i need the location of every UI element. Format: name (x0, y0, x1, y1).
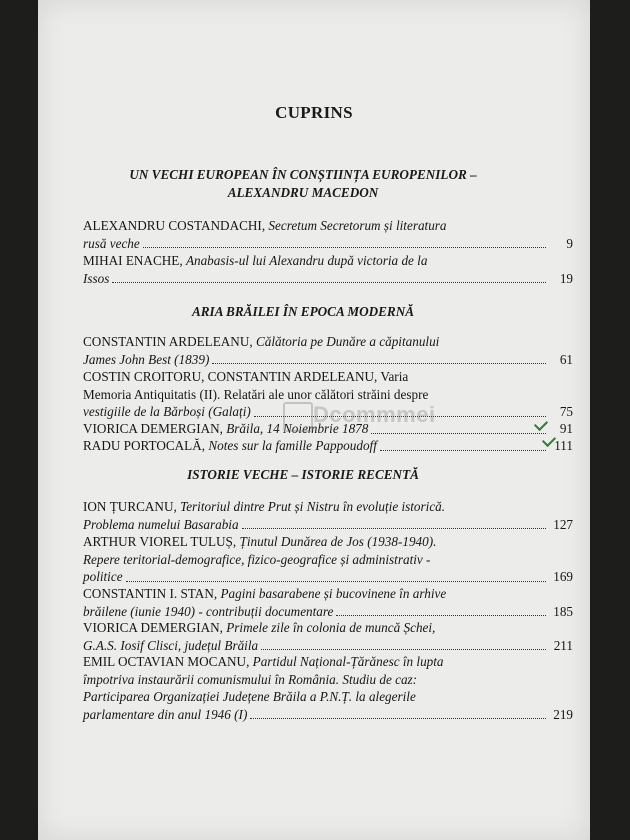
entry-title: Călătoria pe Dunăre a căpitanului (255, 334, 440, 349)
entry-author: RADU PORTOCALĂ (83, 438, 202, 453)
entry-title: Secretum Secretorum și literatura (268, 218, 447, 233)
entry-title-cont: Issos (83, 270, 110, 286)
entry-title-cont: vestigiile de la Bărboși (Galați) (83, 404, 251, 419)
entry-author: COSTIN CROITORU, CONSTANTIN ARDELEANU (83, 369, 375, 384)
page-number: 169 (553, 569, 573, 584)
toc-entry: CONSTANTIN ARDELEANU, Călătoria pe Dunăre a căpitanului James John Best (1839) 61 (83, 334, 573, 367)
entry-author: EMIL OCTAVIAN MOCANU (83, 654, 247, 669)
toc-entry: RADU PORTOCALĂ, Notes sur la famille Pappoudoff 111 (83, 438, 573, 453)
entry-author: MIHAI ENACHE (83, 253, 180, 268)
page-number: 111 (554, 438, 573, 453)
leader-dots (336, 615, 546, 616)
page-number: 91 (559, 421, 573, 436)
page-title: CUPRINS (275, 103, 353, 122)
entry-title-cont: James John Best (1839) (83, 351, 210, 367)
toc-entry: EMIL OCTAVIAN MOCANU, Partidul Național-Țărănesc în lupta împotriva instaurării comunismului în România. Studiu de caz: Participarea Organizației Județene Brăila a P.N.Ț. la alegerile parlamentare din anul 1946 (I) 219 (83, 654, 573, 722)
toc-entry: VIORICA DEMERGIAN, Brăila, 14 Noiembrie 1878 91 (83, 421, 573, 436)
entry-title-cont: G.A.S. Iosif Clisci, județul Brăila (83, 637, 259, 653)
section-heading: ISTORIE VECHE – ISTORIE RECENTĂ (187, 467, 419, 482)
page-number: 185 (553, 603, 573, 619)
leader-dots (250, 718, 546, 719)
leader-dots (242, 528, 546, 529)
entry-author: ALEXANDRU COSTANDACHI (83, 218, 262, 233)
leader-dots (254, 416, 546, 417)
entry-title-cont: politice (83, 569, 123, 584)
page-number: 9 (566, 235, 573, 251)
leader-dots (143, 247, 546, 248)
entry-title-cont: Memoria Antiquitatis (II). Relatări ale unor călători străini despre (83, 386, 429, 402)
page-number: 75 (559, 404, 573, 419)
page-number: 61 (559, 351, 573, 367)
page-number: 127 (553, 516, 573, 532)
entry-author: VIORICA DEMERGIAN (83, 620, 220, 635)
toc-entry: CONSTANTIN I. STAN, Pagini basarabene și bucovinene în arhive brăilene (iunie 1940) - contribuții documentare 185 (83, 586, 573, 619)
page-number: 219 (553, 706, 573, 722)
section-heading: UN VECHI EUROPEAN ÎN CONȘTIINȚA EUROPENILOR – ALEXANDRU MACEDON (129, 167, 477, 200)
entry-title-cont: împotriva instaurării comunismului în România. Studiu de caz: (83, 671, 418, 687)
entry-author: CONSTANTIN ARDELEANU (83, 334, 250, 349)
entry-title: Teritoriul dintre Prut și Nistru în evoluție istorică. (180, 499, 446, 514)
toc-entry: MIHAI ENACHE, Anabasis-ul lui Alexandru după victoria de la Issos 19 (83, 253, 573, 286)
toc-entry: COSTIN CROITORU, CONSTANTIN ARDELEANU, Varia Memoria Antiquitatis (II). Relatări ale unor călători străini despre vestigiile de la Bărboși (Galați) 75 (83, 369, 573, 419)
toc-entry: ION ȚURCANU, Teritoriul dintre Prut și Nistru în evoluție istorică. Problema numelui Basarabia 127 (83, 499, 573, 532)
entry-title: Notes sur la famille Pappoudoff (208, 438, 377, 453)
watermark-text: Dcommmei (313, 402, 436, 427)
entry-author: VIORICA DEMERGIAN (83, 421, 220, 436)
entry-author: ION ȚURCANU (83, 499, 174, 514)
entry-title: Ținutul Dunărea de Jos (1938-1940). (239, 534, 437, 549)
entry-title: Partidul Național-Țărănesc în lupta (252, 654, 444, 669)
entry-title-cont: parlamentare din anul 1946 (I) (83, 706, 248, 722)
entry-title: Brăila, 14 Noiembrie 1878 (226, 421, 369, 436)
leader-dots (380, 450, 546, 451)
entry-title-cont: brăilene (iunie 1940) - contribuții documentare (83, 603, 334, 619)
leader-dots (261, 649, 546, 650)
entry-title: Varia (380, 369, 409, 384)
page-number: 211 (553, 637, 573, 653)
leader-dots (112, 282, 546, 283)
toc-entry: VIORICA DEMERGIAN, Primele zile în colonia de muncă Șchei, G.A.S. Iosif Clisci, județul Brăila 211 (83, 620, 573, 653)
entry-title-cont: Problema numelui Basarabia (83, 516, 239, 532)
leader-dots (212, 363, 546, 364)
section-heading: ARIA BRĂILEI ÎN EPOCA MODERNĂ (191, 304, 415, 319)
book-page (38, 0, 590, 840)
entry-title: Pagini basarabene și bucovinene în arhive (220, 586, 447, 601)
entry-title: Primele zile în colonia de muncă Șchei, (226, 620, 436, 635)
leader-dots (126, 581, 546, 582)
entry-author: ARTHUR VIOREL TULUȘ (83, 534, 233, 549)
leader-dots (371, 433, 546, 434)
page-number: 19 (559, 270, 573, 286)
entry-title-cont: Repere teritorial-demografice, fizico-geografice și administrativ - (83, 551, 431, 567)
toc-entry: ARTHUR VIOREL TULUȘ, Ținutul Dunărea de Jos (1938-1940). Repere teritorial-demografice, fizico-geografice și administrativ - politice 169 (83, 534, 573, 584)
toc-entry: ALEXANDRU COSTANDACHI, Secretum Secretorum și literatura rusă veche 9 (83, 218, 573, 251)
entry-title: Anabasis-ul lui Alexandru după victoria de la (185, 253, 428, 268)
entry-author: CONSTANTIN I. STAN (83, 586, 214, 601)
entry-title-cont: Participarea Organizației Județene Brăila a P.N.Ț. la alegerile (83, 689, 416, 704)
entry-title-cont: rusă veche (83, 235, 140, 251)
